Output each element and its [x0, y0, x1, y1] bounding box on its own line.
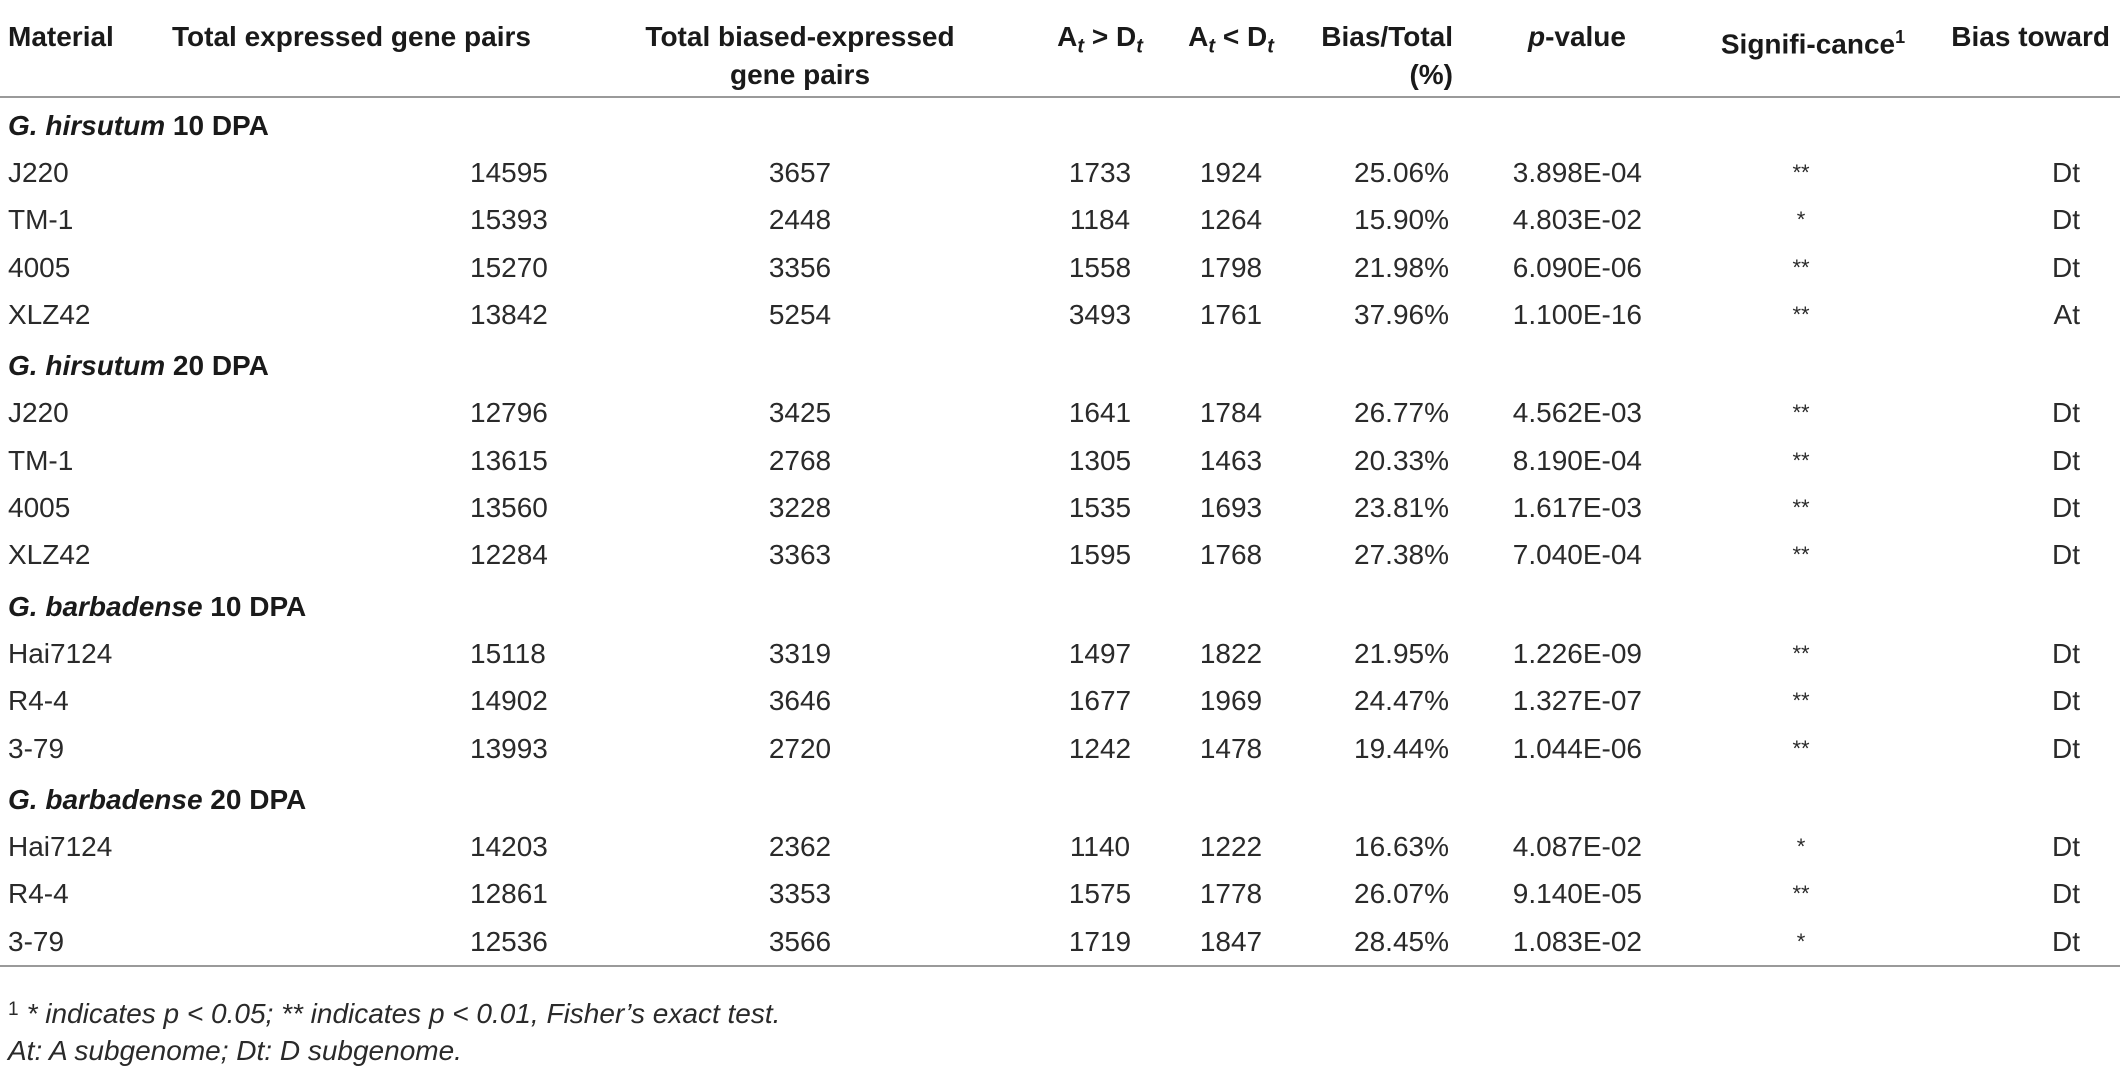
group-species: G. barbadense [8, 590, 203, 622]
total-biased-cell: 3319 [768, 637, 832, 669]
material-cell: J220 [8, 397, 69, 429]
at-less-dt-cell: 1222 [1199, 831, 1263, 863]
p-value-cell: 3.898E-04 [1512, 156, 1642, 188]
bias-total-cell: 26.07% [1354, 878, 1449, 910]
bias-toward-cell: Dt [2052, 878, 2080, 910]
bias-total-cell: 24.47% [1354, 685, 1449, 717]
total-biased-cell: 3646 [768, 685, 832, 717]
total-biased-cell: 3425 [768, 397, 832, 429]
total-biased-cell: 3356 [768, 251, 832, 283]
at-less-dt-cell: 1768 [1199, 539, 1263, 571]
total-expressed-cell: 13993 [470, 732, 548, 764]
at-less-dt-cell: 1264 [1199, 204, 1263, 236]
at-greater-dt-cell: 1595 [1068, 539, 1132, 571]
bias-total-cell: 28.45% [1297, 918, 1467, 966]
significance-cell: ** [1792, 735, 1810, 761]
bias-toward-cell: Dt [2052, 539, 2080, 571]
group-label [0, 579, 2120, 630]
bias-toward-cell: Dt [2052, 204, 2080, 236]
total-expressed-cell: 15393 [470, 204, 548, 236]
material-cell: 4005 [8, 492, 71, 524]
bias-total-cell: 23.81% [1354, 492, 1449, 524]
bias-toward-cell: Dt [2052, 831, 2080, 863]
footnote-marker: 1 [8, 999, 19, 1020]
p-value-cell: 1.617E-03 [1512, 492, 1642, 524]
material-cell: XLZ42 [8, 298, 91, 330]
total-biased-cell: 2362 [768, 831, 832, 863]
at-greater-dt-cell: 1535 [1068, 492, 1132, 524]
significance-cell: ** [1792, 301, 1810, 327]
bias-toward-cell: Dt [2052, 732, 2080, 764]
material-cell: TM-1 [8, 444, 74, 476]
at-less-dt-cell: 1969 [1199, 685, 1263, 717]
material-cell: 3-79 [8, 732, 65, 764]
table-footnotes [8, 995, 780, 1069]
at-less-dt-cell: 1761 [1199, 298, 1263, 330]
table-row [0, 532, 2120, 579]
significance-cell: ** [1792, 495, 1810, 521]
significance-cell: ** [1792, 542, 1810, 568]
p-value-cell: 1.044E-06 [1512, 732, 1642, 764]
total-expressed-cell: 14203 [470, 831, 548, 863]
group-label [0, 772, 2120, 823]
group-stage: 20 DPA [210, 783, 307, 815]
p-value-cell: 4.803E-02 [1512, 204, 1642, 236]
total-expressed-cell: 12796 [470, 397, 548, 429]
at-greater-dt-cell: 3493 [1068, 298, 1132, 330]
p-value-cell: 7.040E-04 [1512, 539, 1642, 571]
table-row [0, 149, 2120, 196]
total-biased-cell: 3657 [768, 156, 832, 188]
bias-toward-cell: Dt [2052, 637, 2080, 669]
table-body [0, 97, 2120, 966]
table-row [0, 484, 2120, 531]
significance-cell: ** [1792, 447, 1810, 473]
header-p-value [1467, 0, 1682, 97]
total-expressed-cell: 15270 [470, 251, 548, 283]
bias-toward-cell: Dt [2052, 156, 2080, 188]
header-total-biased: Total biased-expressed gene pairs [565, 0, 1035, 97]
header-bias-toward: Bias toward [1920, 0, 2120, 97]
group-label [0, 97, 2120, 149]
significance-cell: ** [1792, 640, 1810, 666]
significance-cell: * [1796, 207, 1806, 233]
at-greater-dt-cell: 1677 [1068, 685, 1132, 717]
bias-toward-cell: Dt [2052, 444, 2080, 476]
material-cell: R4-4 [8, 685, 69, 717]
table-row [0, 823, 2120, 870]
header-bias-total: Bias/Total (%) [1297, 0, 1467, 97]
at-greater-dt-cell: 1242 [1068, 732, 1132, 764]
table-row [0, 918, 2120, 966]
total-expressed-cell: 13560 [470, 492, 548, 524]
table-row [0, 291, 2120, 338]
header-material: Material [0, 0, 158, 97]
significance-cell: * [1682, 918, 1920, 966]
at-greater-dt-cell: 1733 [1068, 156, 1132, 188]
bias-total-cell: 25.06% [1354, 156, 1449, 188]
at-less-dt-cell: 1778 [1199, 878, 1263, 910]
total-biased-cell: 3566 [565, 918, 1035, 966]
bias-toward-cell: Dt [2052, 251, 2080, 283]
header-at-greater-dt: $A_t > D_t$ [1035, 0, 1165, 97]
bias-total-cell: 26.77% [1354, 397, 1449, 429]
header-p-value-p: p [1527, 21, 1546, 52]
header-significance-note: 1 [1895, 27, 1906, 47]
significance-cell: ** [1792, 400, 1810, 426]
header-total-expressed: Total expressed gene pairs [158, 0, 565, 97]
group-species: G. barbadense [8, 783, 203, 815]
total-expressed-cell: 12536 [158, 918, 565, 966]
bias-total-cell: 20.33% [1354, 444, 1449, 476]
at-less-dt-cell: 1798 [1199, 251, 1263, 283]
significance-cell: ** [1792, 688, 1810, 714]
material-cell: Hai7124 [8, 637, 113, 669]
table-row [0, 871, 2120, 918]
total-expressed-cell: 12284 [470, 539, 548, 571]
table-row [0, 197, 2120, 244]
material-cell: 3-79 [0, 918, 158, 966]
total-expressed-cell: 14902 [470, 685, 548, 717]
significance-cell: ** [1792, 254, 1810, 280]
table-row [0, 437, 2120, 484]
header-at-less-dt: $A_t < D_t$ [1165, 0, 1297, 97]
total-biased-cell: 3228 [768, 492, 832, 524]
at-less-dt-cell: 1924 [1199, 156, 1263, 188]
group-header-row [0, 772, 2120, 823]
total-expressed-cell: 12861 [470, 878, 548, 910]
material-cell: J220 [8, 156, 69, 188]
group-stage: 10 DPA [210, 590, 307, 622]
at-greater-dt-cell: 1641 [1068, 397, 1132, 429]
group-header-row [0, 338, 2120, 389]
group-stage: 20 DPA [172, 350, 269, 382]
total-biased-cell: 5254 [768, 298, 832, 330]
significance-cell: ** [1792, 881, 1810, 907]
bias-toward-cell: Dt [2052, 397, 2080, 429]
material-cell: XLZ42 [8, 539, 91, 571]
group-header-row [0, 97, 2120, 149]
bias-total-cell: 19.44% [1354, 732, 1449, 764]
at-greater-dt-cell: 1575 [1068, 878, 1132, 910]
bias-toward-cell: Dt [2052, 492, 2080, 524]
total-biased-cell: 3363 [768, 539, 832, 571]
bias-toward-cell: Dt [2052, 685, 2080, 717]
table-row [0, 725, 2120, 772]
table-row [0, 678, 2120, 725]
material-cell: R4-4 [8, 878, 69, 910]
p-value-cell: 1.083E-02 [1467, 918, 1682, 966]
group-header-row [0, 579, 2120, 630]
at-less-dt-cell: 1478 [1199, 732, 1263, 764]
significance-cell: * [1796, 834, 1806, 860]
at-less-dt-cell: 1847 [1165, 918, 1297, 966]
p-value-cell: 1.327E-07 [1512, 685, 1642, 717]
p-value-cell: 6.090E-06 [1512, 251, 1642, 283]
group-stage: 10 DPA [172, 109, 269, 141]
at-greater-dt-cell: 1184 [1069, 204, 1131, 236]
p-value-cell: 8.190E-04 [1512, 444, 1642, 476]
table-row [0, 630, 2120, 677]
p-value-cell: 1.100E-16 [1512, 298, 1642, 330]
total-expressed-cell: 13842 [470, 298, 548, 330]
bias-toward-cell: At [2053, 298, 2080, 330]
at-less-dt-cell: 1463 [1199, 444, 1263, 476]
header-significance-label: Signifi-cance [1720, 28, 1896, 60]
at-greater-dt-cell: 1558 [1068, 251, 1132, 283]
footnote-significance-text: * indicates p < 0.05; ** indicates p < 0.01, Fisher’s exact test. [26, 998, 781, 1029]
total-biased-cell: 2720 [768, 732, 832, 764]
p-value-cell: 4.087E-02 [1512, 831, 1642, 863]
group-label [0, 338, 2120, 389]
group-species: G. hirsutum [8, 350, 166, 382]
at-greater-dt-cell: 1497 [1068, 637, 1132, 669]
total-expressed-cell: 15118 [470, 637, 546, 669]
at-less-dt-cell: 1822 [1199, 637, 1263, 669]
bias-total-cell: 15.90% [1354, 204, 1449, 236]
at-greater-dt-cell: 1719 [1035, 918, 1165, 966]
at-less-dt-cell: 1784 [1199, 397, 1263, 429]
p-value-cell: 9.140E-05 [1512, 878, 1642, 910]
total-biased-cell: 2448 [768, 204, 832, 236]
bias-toward-cell: Dt [1920, 918, 2120, 966]
group-species: G. hirsutum [8, 109, 166, 141]
material-cell: Hai7124 [8, 831, 113, 863]
total-biased-cell: 3353 [768, 878, 832, 910]
at-less-dt-cell: 1693 [1199, 492, 1263, 524]
bias-total-cell: 37.96% [1354, 298, 1449, 330]
material-cell: 4005 [8, 251, 71, 283]
header-significance [1682, 0, 1920, 97]
bias-total-cell: 21.95% [1354, 637, 1449, 669]
bias-total-cell: 21.98% [1354, 251, 1449, 283]
footnote-significance [8, 995, 780, 1032]
bias-total-cell: 27.38% [1354, 539, 1449, 571]
at-greater-dt-cell: 1305 [1068, 444, 1132, 476]
header-p-value-rest: -value [1545, 21, 1626, 52]
total-expressed-cell: 14595 [470, 156, 548, 188]
p-value-cell: 1.226E-09 [1512, 637, 1642, 669]
p-value-cell: 4.562E-03 [1512, 397, 1642, 429]
bias-total-cell: 16.63% [1354, 831, 1449, 863]
table-row [0, 244, 2120, 291]
material-cell: TM-1 [8, 204, 74, 236]
table-header [0, 0, 2120, 97]
significance-cell: ** [1792, 159, 1810, 185]
footnote-abbreviations: At: A subgenome; Dt: D subgenome. [8, 1035, 462, 1066]
total-biased-cell: 2768 [768, 444, 832, 476]
total-expressed-cell: 13615 [470, 444, 548, 476]
table-row [0, 390, 2120, 437]
at-greater-dt-cell: 1140 [1069, 831, 1131, 863]
